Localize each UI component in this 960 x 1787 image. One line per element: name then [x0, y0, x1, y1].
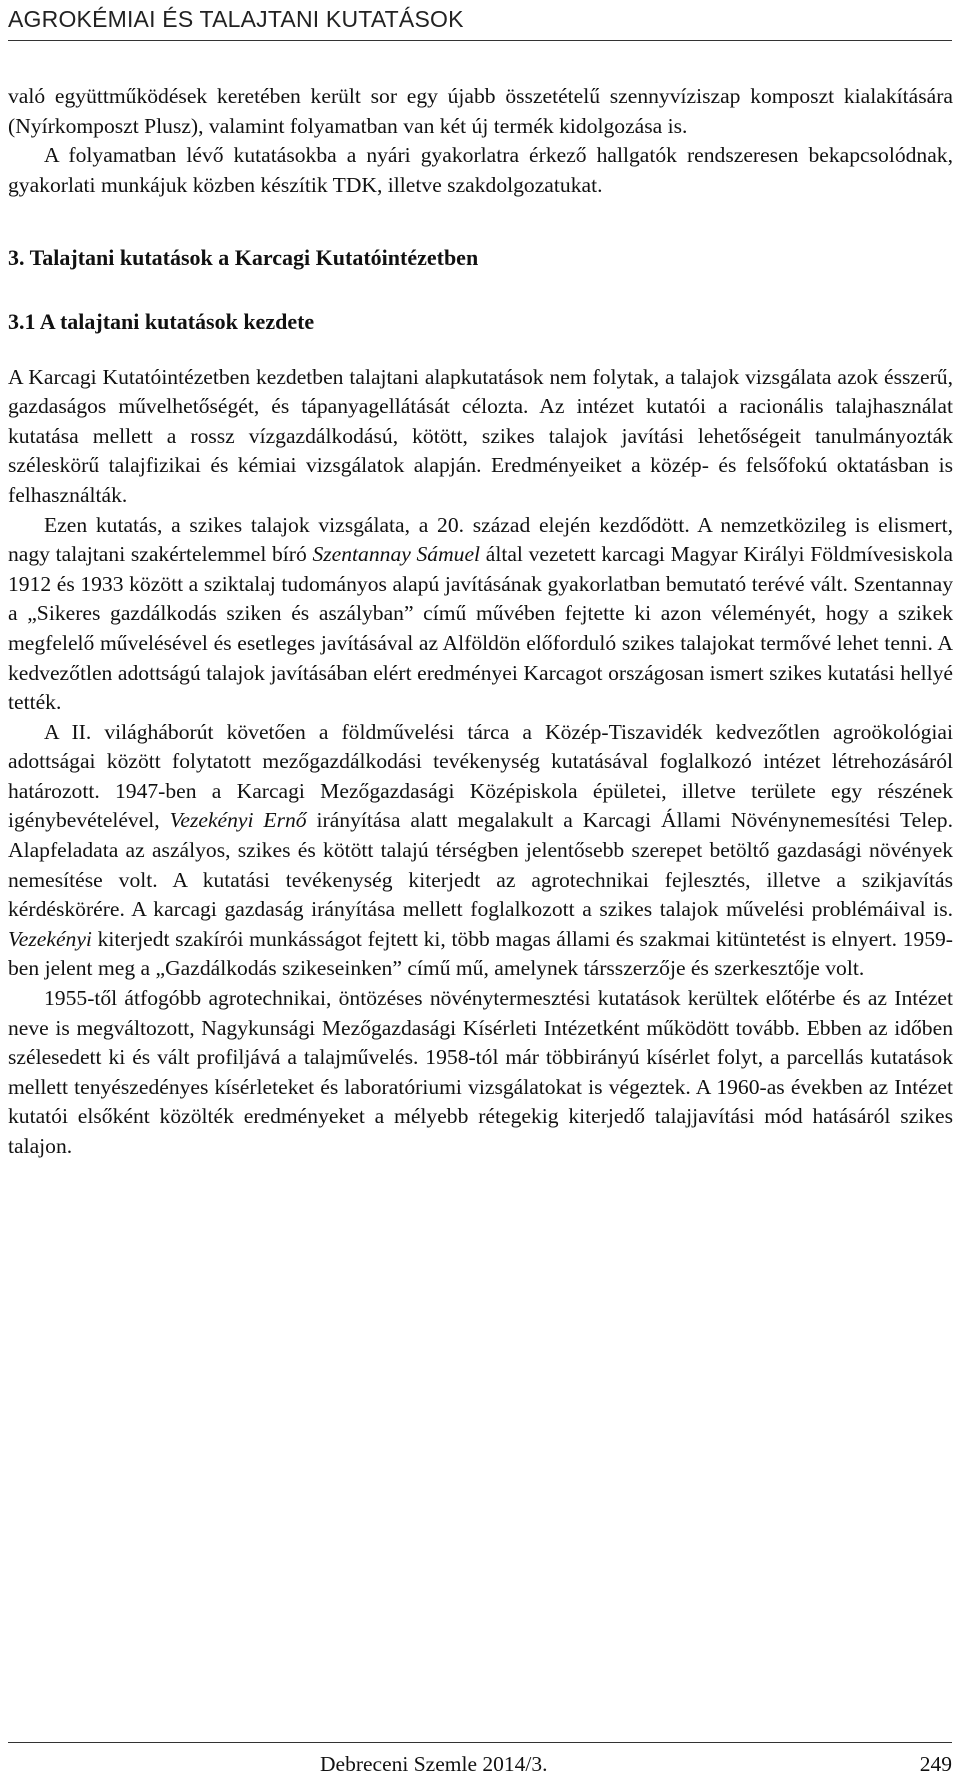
person-name: Vezekényi Ernő [169, 808, 307, 833]
section-heading: 3. Talajtani kutatások a Karcagi Kutatóintézetben [8, 245, 479, 271]
text-run: kiterjedt szakírói munkásságot fejtett ki, több magas állami és szakmai kitüntetést is elnyert. 1959-ben jelent meg a „Gazdálkodás szikeseinken” című mű, amelynek társszerzője és szerkesztője volt. [8, 926, 953, 981]
text-run: Ezen kutatás, a szikes talajok vizsgálata, a 20. század elején kezdődött. A nemzetközileg is elismert, nagy talajtani szakértelemmel bíró [8, 512, 953, 567]
text-run: irányítása alatt megalakult a Karcagi Állami Növénynemesítési Telep. Alapfeladata az aszályos, szikes és kötött talajú térségben jelentősebb szerepet betöltő gazdasági növények nemesítése volt. A kutatási tevékenység kiterjedt az agrotechnikai fejlesztés, illetve a szikjavítás kérdéskörére. A karcagi gazdaság irányítása mellett foglalkozott a szikes talajok művelési problémáival is. [8, 808, 953, 922]
article-body [8, 82, 953, 1162]
subsection-heading: 3.1 A talajtani kutatások kezdete [8, 308, 315, 334]
paragraph: 1955-től átfogóbb agrotechnikai, öntözéses növénytermesztési kutatások kerültek előtérbe és az Intézet neve is megváltozott, Nagykunsági Mezőgazdasági Kísérleti Intézetként működött tovább. Ebben az időben szélesedett ki és vált profiljává a talajművelés. 1958-tól már többirányú kísérlet folyt, a parcellás kutatások mellett tenyészedényes kísérleteket és laboratóriumi vizsgálatokat is végeztek. A 1960-as években az Intézet kutatói elsőként közölték eredményeket a mélyebb rétegekig kiterjedő talajjavítási mód hatásáról szikes talajon. [8, 986, 953, 1158]
paragraph: való együttműködések keretében került sor egy újabb összetételű szennyvíziszap komposzt kialakítására (Nyírkomposzt Plusz), valamint folyamatban van két új termék kidolgozása is. [8, 84, 953, 138]
person-name: Vezekényi [8, 926, 92, 951]
person-name: Szentannay Sámuel [312, 542, 481, 567]
running-header: AGROKÉMIAI ÉS TALAJTANI KUTATÁSOK [8, 6, 952, 41]
paragraph [8, 718, 953, 984]
footer-journal: Debreceni Szemle 2014/3. [320, 1752, 548, 1776]
text-run: A II. világháborút követően a földművelési tárca a Közép-Tiszavidék kedvezőtlen agroökológiai adottságai között folytatott mezőgazdálkodási tevékenység kutatásával foglalkozó intézet létrehozásáról határozott. 1947-ben a Karcagi Mezőgazdasági Középiskola épületei, illetve területe egy részének igénybevételével, [8, 719, 953, 833]
footer-divider [8, 1742, 952, 1743]
text-run: által vezetett karcagi Magyar Királyi Földmívesiskola 1912 és 1933 között a sziktalaj tudományos alapú javításának gyakorlatban bemutató terévé vált. Szentannay a „Sikeres gazdálkodás sziken és aszályban” című művében fejtette ki azon véleményét, hogy a szikek megfelelő művelésével és esetleges javításával az Alföldön előforduló szikes talajokat termővé lehet tenni. A kedvezőtlen adottságú talajok javításában elért eredményei Karcagot országosan ismert szikes kutatási hellyé tették. [8, 542, 953, 715]
paragraph [8, 511, 953, 718]
page-number: 249 [919, 1752, 952, 1776]
paragraph: A Karcagi Kutatóintézetben kezdetben talajtani alapkutatások nem folytak, a talajok vizsgálata azok ésszerű, gazdaságos művelhetőségét, és tápanyagellátását célozta. Az intézet kutatói a racionális talajhasználat kutatása mellett a rossz vízgazdálkodású, kötött, szikes talajok javítási lehetőségeit tanulmányozták széleskörű talajfizikai és kémiai vizsgálatok alapján. Eredményeiket a közép- és felsőfokú oktatásban is felhasználták. [8, 364, 953, 507]
paragraph: A folyamatban lévő kutatásokba a nyári gyakorlatra érkező hallgatók rendszeresen bekapcsolódnak, gyakorlati munkájuk közben készítik TDK, illetve szakdolgozatukat. [8, 143, 953, 197]
